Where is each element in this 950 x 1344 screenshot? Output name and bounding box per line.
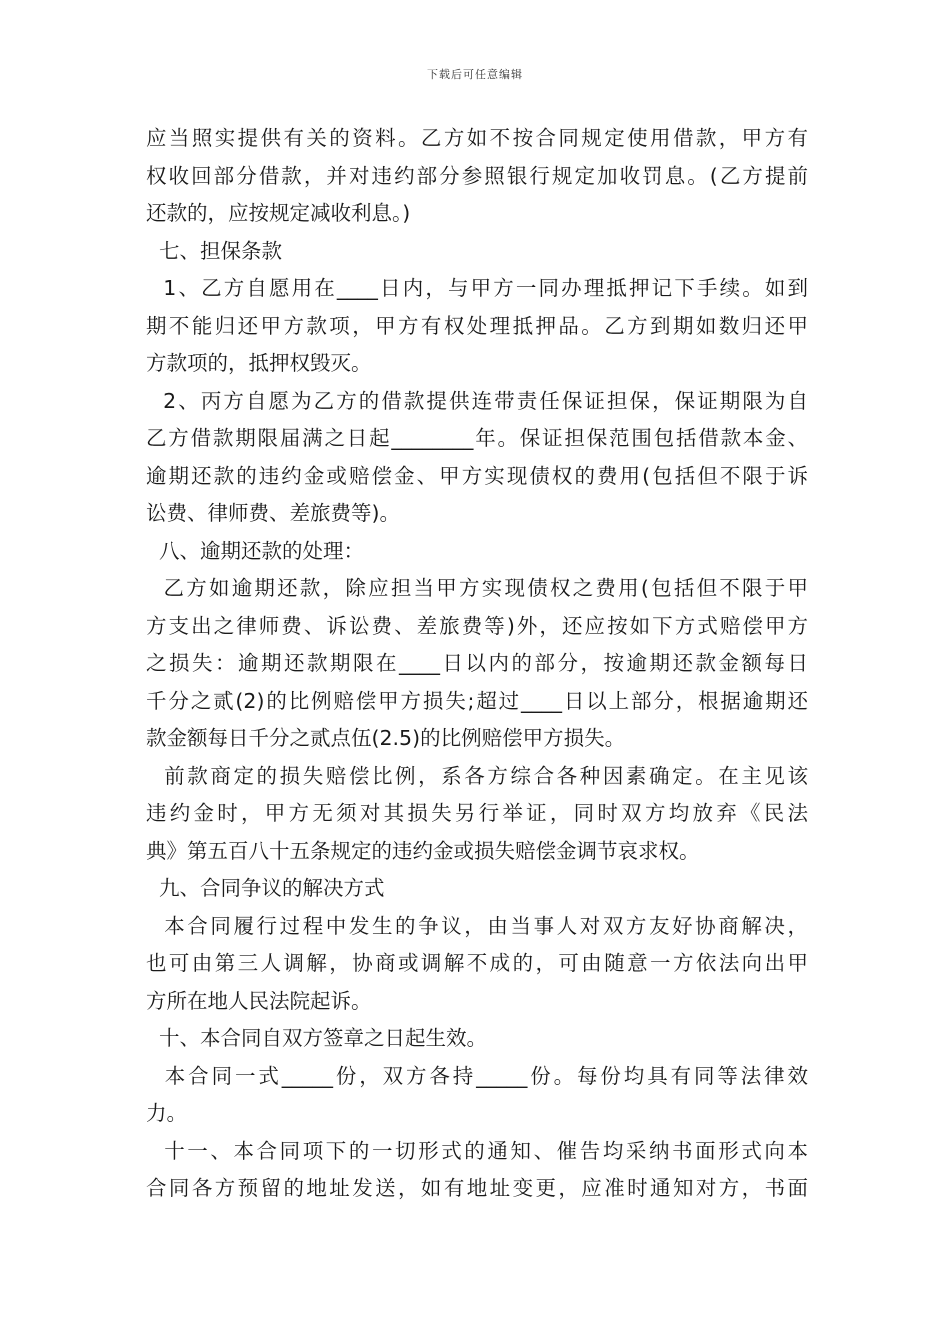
text-line: 应当照实提供有关的资料。乙方如不按合同规定使用借款，甲方有 [146, 126, 808, 150]
text-line: 九、合同争议的解决方式 [146, 876, 385, 900]
text-line: 违约金时，甲方无须对其损失另行举证，同时双方均放弃《民法 [146, 801, 808, 825]
text-line: 乙方如逾期还款，除应担当甲方实现债权之费用(包括但不限于甲 [146, 576, 808, 600]
text-line: 七、担保条款 [146, 238, 283, 263]
text-line: 八、逾期还款的处理： [146, 538, 365, 563]
text-line: 乙方借款期限届满之日起________年。保证担保范围包括借款本金、 [146, 426, 808, 450]
text-line: 还款的，应按规定减收利息。) [146, 201, 411, 225]
text-line: 讼费、律师费、差旅费等)。 [146, 501, 400, 525]
text-line: 力。 [146, 1101, 187, 1125]
text-line: 前款商定的损失赔偿比例，系各方综合各种因素确定。在主见该 [146, 763, 808, 788]
text-line: 千分之贰(2)的比例赔偿甲方损失;超过____日以上部分，根据逾期还 [146, 688, 808, 713]
text-line: 2、丙方自愿为乙方的借款提供连带责任保证担保，保证期限为自 [146, 388, 808, 413]
text-line: 也可由第三人调解，协商或调解不成的，可由随意一方依法向出甲 [146, 951, 808, 975]
text-line: 本合同一式_____份，双方各持_____份。每份均具有同等法律效 [146, 1063, 808, 1088]
text-line: 期不能归还甲方款项，甲方有权处理抵押品。乙方到期如数归还甲 [146, 313, 808, 338]
text-line: 典》第五百八十五条规定的违约金或损失赔偿金调节哀求权。 [146, 838, 700, 863]
text-line: 十、本合同自双方签章之日起生效。 [146, 1026, 488, 1050]
text-line: 逾期还款的违约金或赔偿金、甲方实现债权的费用(包括但不限于诉 [146, 463, 808, 488]
text-line: 十一、本合同项下的一切形式的通知、催告均采纳书面形式向本 [146, 1138, 808, 1163]
text-line: 本合同履行过程中发生的争议，由当事人对双方友好协商解决， [146, 913, 808, 938]
text-line: 款金额每日千分之贰点伍(2.5)的比例赔偿甲方损失。 [146, 726, 626, 750]
text-line: 之损失：逾期还款期限在____日以内的部分，按逾期还款金额每日 [146, 651, 808, 675]
text-line: 合同各方预留的地址发送，如有地址变更，应准时通知对方，书面 [146, 1176, 808, 1200]
text-line: 方支出之律师费、诉讼费、差旅费等)外，还应按如下方式赔偿甲方 [146, 613, 808, 638]
text-line: 方款项的，抵押权毁灭。 [146, 351, 372, 375]
document-body [146, 120, 808, 1208]
text-line: 权收回部分借款，并对违约部分参照银行规定加收罚息。(乙方提前 [146, 163, 808, 188]
page-header: 下载后可任意编辑 [427, 68, 523, 81]
text-line: 方所在地人民法院起诉。 [146, 988, 372, 1013]
text-line: 1、乙方自愿用在____日内，与甲方一同办理抵押记下手续。如到 [146, 276, 808, 300]
